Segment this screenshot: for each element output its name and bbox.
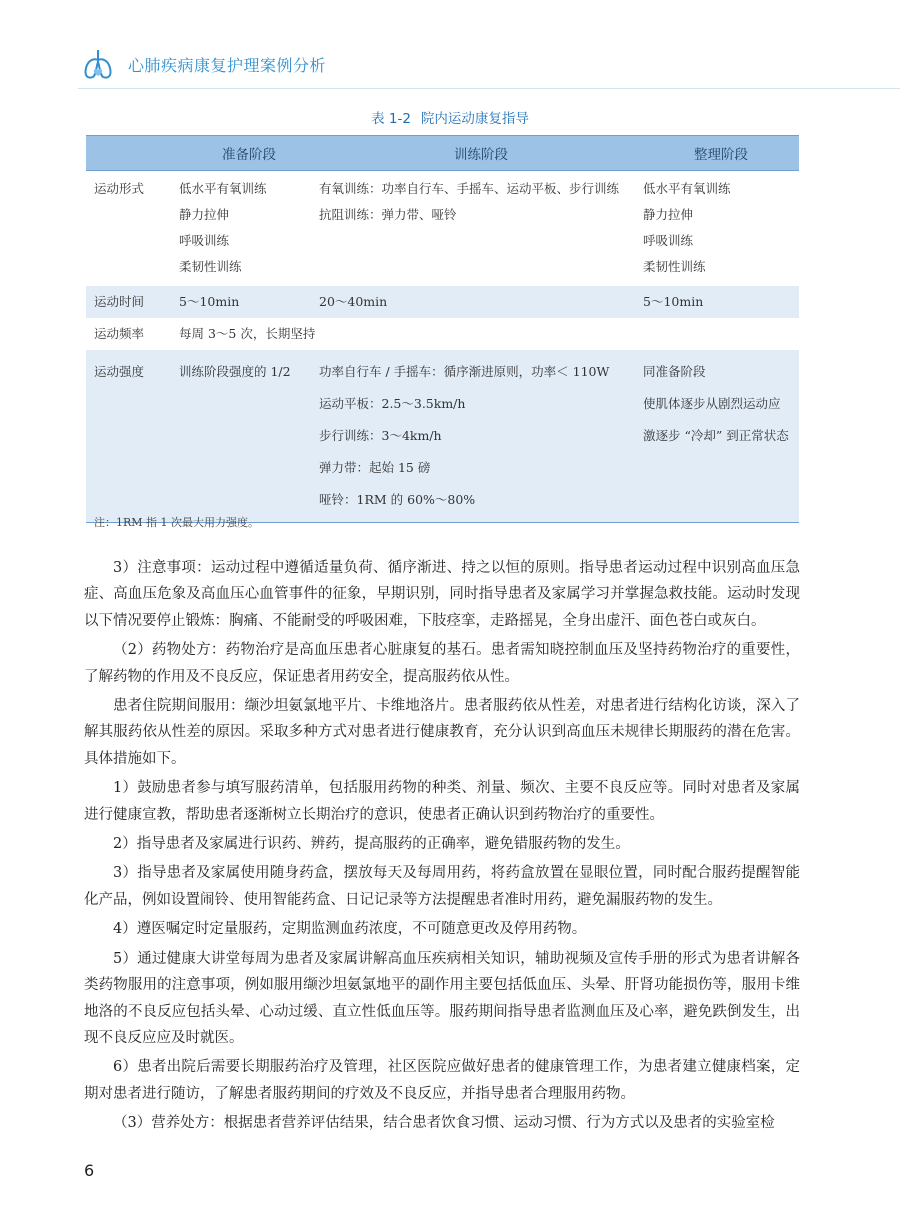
body-text: [84, 555, 800, 1140]
paragraph: 3）注意事项：运动过程中遵循适量负荷、循序渐进、持之以恒的原则。指导患者运动过程中识别高血压急症、高血压危象及高血压心血管事件的征象，早期识别，同时指导患者及家属学习并掌握急救技能。运动时发现以下情况要停止锻炼：胸痛、不能耐受的呼吸困难，下肢痉挛，走路摇晃，全身出虚汗、面色苍白或灰白。: [84, 560, 800, 629]
cool-cell: 同准备阶段 使肌体逐步从剧烈运动应 激逐步 “冷却” 到正常状态: [643, 350, 799, 523]
cool-cell: 低水平有氧训练 静力拉伸 呼吸训练 柔韧性训练: [643, 181, 731, 274]
table-header-row: [86, 136, 799, 171]
paragraph: （3）营养处方：根据患者营养评估结果，结合患者饮食习惯、运动习惯、行为方式以及患者的实验室检: [113, 1115, 775, 1132]
paragraph: 患者住院期间服用：缬沙坦氨氯地平片、卡维地洛片。患者服药依从性差，对患者进行结构化访谈，深入了解其服药依从性差的原因。采取多种方式对患者进行健康教育，充分认识到高血压未规律长期服药的潜在危害。具体措施如下。: [84, 698, 800, 767]
freq-cell: 每周 3～5 次，长期坚持: [179, 326, 316, 341]
train-cell: 有氧训练：功率自行车、手摇车、运动平板、步行训练 抗阻训练：弹力带、哑铃: [319, 181, 620, 222]
row-label: 运动时间: [86, 286, 179, 318]
header-divider: [78, 88, 900, 89]
lungs-heart-logo-icon: [78, 44, 118, 84]
paragraph: （2）药物处方：药物治疗是高血压患者心脏康复的基石。患者需知晓控制血压及坚持药物治疗的重要性，了解药物的作用及不良反应，保证患者用药安全，提高服药依从性。: [84, 642, 800, 685]
paragraph: 3）指导患者及家属使用随身药盒，摆放每天及每周用药，将药盒放置在显眼位置，同时配合服药提醒智能化产品，例如设置闹铃、使用智能药盒、日记记录等方法提醒患者准时用药，避免漏服药物的发生。: [84, 865, 800, 908]
table-caption-number: 表 1-2: [371, 111, 411, 127]
table-caption-title: 院内运动康复指导: [420, 111, 529, 127]
row-label: 运动形式: [94, 181, 145, 196]
train-cell: 20～40min: [319, 286, 643, 318]
paragraph: 6）患者出院后需要长期服药治疗及管理，社区医院应做好患者的健康管理工作，为患者建立健康档案，定期对患者进行随访，了解患者服药期间的疗效及不良反应，并指导患者合理服用药物。: [84, 1059, 800, 1102]
paragraph: 5）通过健康大讲堂每周为患者及家属讲解高血压疾病相关知识，辅助视频及宣传手册的形式为患者讲解各类药物服用的注意事项，例如服用缬沙坦氨氯地平的副作用主要包括低血压、头晕、肝肾功能损伤等，服用卡维地洛的不良反应包括头晕、心动过缓、直立性低血压等。服药期间指导患者监测血压及心率，避免跌倒发生，出现不良反应应及时就医。: [84, 950, 800, 1046]
prep-cell: 训练阶段强度的 1/2: [179, 350, 319, 523]
prep-cell: 5～10min: [179, 286, 319, 318]
table-row: [86, 171, 799, 287]
prep-cell: 低水平有氧训练 静力拉伸 呼吸训练 柔韧性训练: [179, 181, 267, 274]
cool-cell: 5～10min: [643, 286, 799, 318]
table-row: [86, 318, 799, 350]
page-number: 6: [84, 1161, 95, 1180]
exercise-guide-table: [86, 135, 799, 523]
running-header: [78, 44, 326, 84]
row-label: 运动强度: [86, 350, 179, 523]
row-label: 运动频率: [94, 326, 145, 341]
header-title: 心肺疾病康复护理案例分析: [128, 55, 327, 75]
table-header-prep: 准备阶段: [179, 136, 319, 171]
paragraph: 2）指导患者及家属进行识药、辨药，提高服药的正确率，避免错服药物的发生。: [113, 836, 630, 853]
paragraph: 4）遵医嘱定时定量服药，定期监测血药浓度，不可随意更改及停用药物。: [113, 921, 587, 938]
table-caption: [0, 107, 900, 127]
table-header-train: 训练阶段: [319, 136, 643, 171]
train-cell: 功率自行车 / 手摇车：循序渐进原则，功率＜ 110W 运动平板：2.5～3.5km/h 步行训练：3～4km/h 弹力带：起始 15 磅 哑铃：1RM 的 60%～80%: [319, 350, 643, 523]
table-row: [86, 286, 799, 318]
table-row: [86, 350, 799, 523]
table-note: 注：1RM 指 1 次最大用力强度。: [94, 516, 260, 529]
table-header-empty: [86, 136, 179, 171]
paragraph: 1）鼓励患者参与填写服药清单，包括服用药物的种类、剂量、频次、主要不良反应等。同时对患者及家属进行健康宣教，帮助患者逐渐树立长期治疗的意识，使患者正确认识到药物治疗的重要性。: [84, 780, 800, 823]
table-header-cool: 整理阶段: [643, 136, 799, 171]
